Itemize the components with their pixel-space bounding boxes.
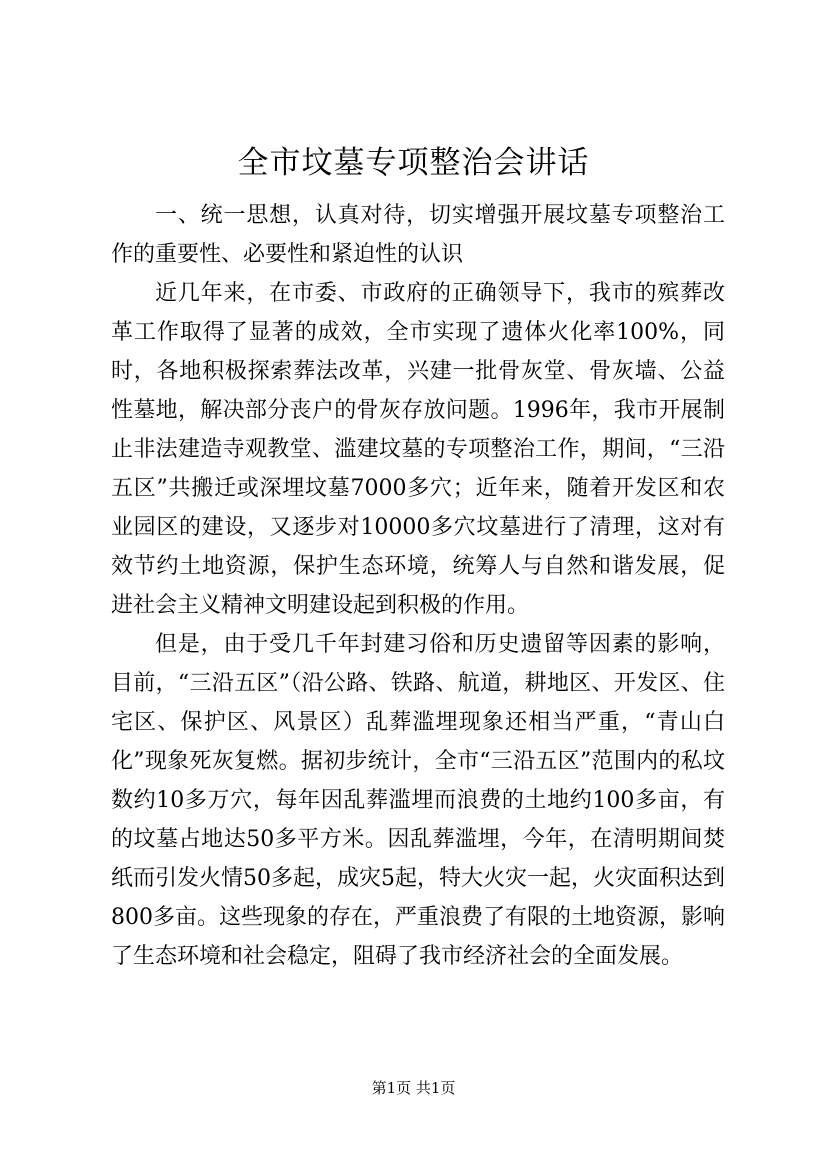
body-paragraph-problems: 但是，由于受几千年封建习俗和历史遗留等因素的影响，目前，“三沿五区”（沿公路、铁路、航道，耕地区、开发区、住宅区、保护区、风景区）乱葬滥埋现象还相当严重，“青山白化”现象死灰复燃。据初步统计，全市“三沿五区”范围内的私坟数约10多万穴，每年因乱葬滥埋而浪费的土地约100多亩，有的坟墓占地达50多平方米。因乱葬滥埋，今年，在清明期间焚纸而引发火情50多起，成灾5起，特大火灾一起，火灾面积达到800多亩。这些现象的存在，严重浪费了有限的土地资源，影响了生态环境和社会稳定，阻碍了我市经济社会的全面发展。 (111, 632, 725, 969)
document-title: 全市坟墓专项整治会讲话 (237, 145, 590, 181)
page-number-footer: 第1页 共1页 (371, 1079, 456, 1097)
section-heading-paragraph: 一、统一思想，认真对待，切实增强开展坟墓专项整治工作的重要性、必要性和紧迫性的认识 (111, 203, 725, 267)
document-body (111, 196, 725, 976)
body-paragraph-achievements: 近几年来，在市委、市政府的正确领导下，我市的殡葬改革工作取得了显著的成效，全市实现了遗体火化率100%，同时，各地积极探索葬法改革，兴建一批骨灰堂、骨灰墙、公益性墓地，解决部分丧户的骨灰存放问题。1996年，我市开展制止非法建造寺观教堂、滥建坟墓的专项整治工作，期间，“三沿五区”共搬迁或深埋坟墓7000多穴；近年来，随着开发区和农业园区的建设，又逐步对10000多穴坟墓进行了清理，这对有效节约土地资源，保护生态环境，统筹人与自然和谐发展，促进社会主义精神文明建设起到积极的作用。 (111, 281, 725, 618)
